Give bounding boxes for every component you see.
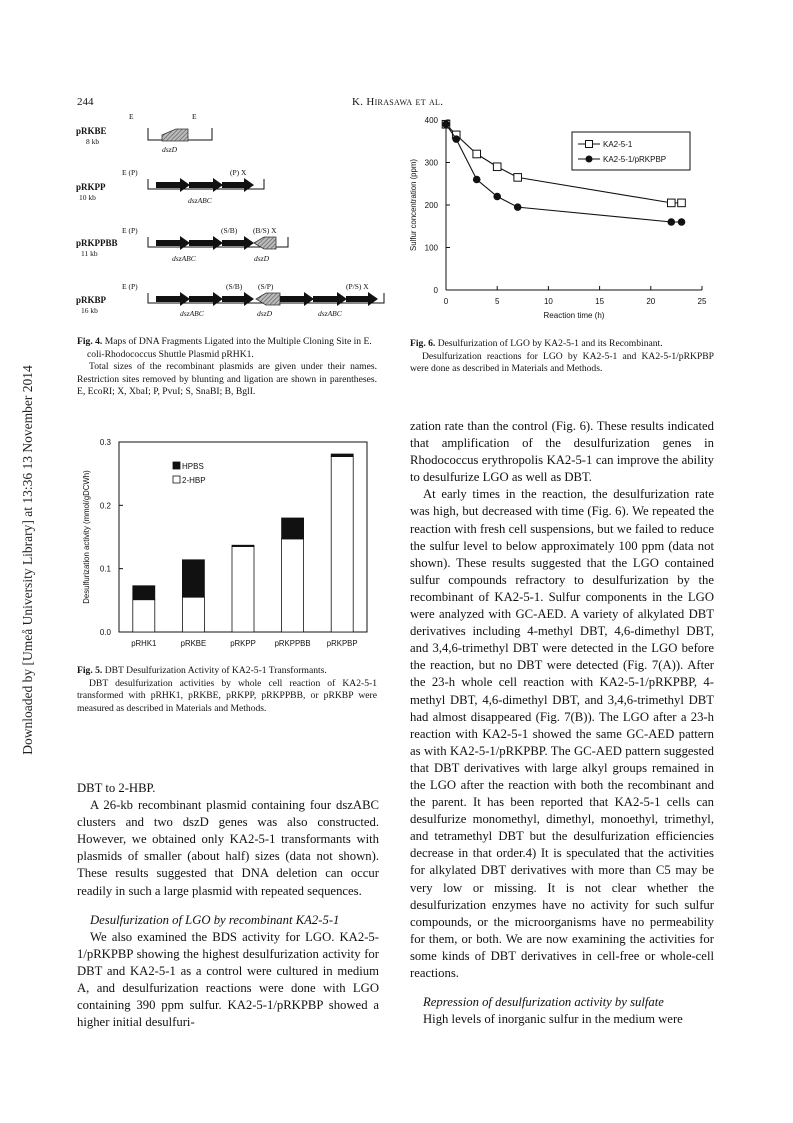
site-label: E (P) <box>122 282 138 291</box>
site-label: (B/S) X <box>253 226 277 235</box>
y-tick-label: 200 <box>424 201 438 210</box>
plasmid-size: 8 kb <box>86 137 100 146</box>
map-pRKBE <box>148 128 212 141</box>
data-point-circle <box>442 120 450 128</box>
caption-label: Fig. 4. <box>77 336 103 347</box>
plasmid-name: pRKPP <box>76 182 106 192</box>
gene-label: dszABC <box>172 254 196 263</box>
running-authors: K. Hirasawa et al. <box>352 96 444 108</box>
fig6-svg <box>404 114 724 330</box>
caption-label: Fig. 6. <box>410 338 436 349</box>
paragraph: We also examined the BDS activity for LGO. KA2-5-1/pRKPBP showing the highest desulfurization activity for DBT and KA2-5-1 as a control were cultured in medium A, and desulfurization reactions were done with LGO containing 390 ppm sulfur. KA2-5-1/pRKPBP showed a higher initial desulfuri- <box>77 929 379 1030</box>
x-tick-label: 25 <box>697 297 707 306</box>
gene-label: dszD <box>257 309 273 318</box>
fig4-svg <box>76 112 396 327</box>
fig4-caption <box>77 336 377 399</box>
legend-label: 2-HBP <box>182 476 206 485</box>
site-label: (P) X <box>230 168 247 177</box>
caption-label: Fig. 5. <box>77 665 103 676</box>
y-tick-label: 0.3 <box>99 438 111 447</box>
fig5-svg <box>77 432 397 650</box>
data-point-square <box>678 199 686 207</box>
data-point-square <box>667 199 675 207</box>
data-point-circle <box>493 193 501 201</box>
fig4-plasmid-maps <box>76 112 396 327</box>
legend-box <box>572 132 690 170</box>
y-tick-label: 0 <box>433 286 438 295</box>
data-point-circle <box>514 203 522 211</box>
paragraph: DBT to 2-HBP. <box>77 781 156 795</box>
legend-marker <box>586 156 593 163</box>
bar-HPBS <box>331 454 353 457</box>
paragraph: A 26-kb recombinant plasmid containing four dszABC clusters and two dszD genes was also constructed. However, we obtained only KA2-5-1 transformants with plasmids of smaller (about half) sizes (data not shown). These results suggested that DNA deletion can occur readily in such a large plasmid with repeated sequences. <box>77 798 379 898</box>
caption-title: Desulfurization of LGO by KA2-5-1 and its Recombinant. <box>437 338 663 349</box>
site-label: (S/P) <box>258 282 274 291</box>
plasmid-name: pRKBE <box>76 126 107 136</box>
paragraph: At early times in the reaction, the desulfurization rate was high, but decreased with time (Fig. 6). We repeated the reaction with fresh cell suspensions, but we failed to reduce the sulfur level to below approximately 100 ppm (data not shown). These results suggested that the LGO contained sulfur compounds refractory to desulfurization by the recombinant of KA2-5-1. Sulfur components in the LGO were analyzed with GC-AED. A variety of alkylated DBT derivatives including 4-methyl DBT, 4,6-dimethyl DBT, and 3,4,6-trimethyl DBT were detected in the LGO before the reaction, but no DBT were detected (Fig. 7(A)). After the 23-h whole cell reaction with KA2-5-1/pRKPBP, 4-methyl DBT, 4,6-dimethyl DBT, and 3,4,6-trimethyl DBT had almost disappeared (Fig. 7(B)). The LGO after a 23-h reaction with KA2-5-1 showed the same GC-AED pattern as with KA2-5-1/pRKPBP. The GC-AED pattern suggested that DBT derivatives with large alkyl groups remained in the LGO after the reaction with both the recombinant and the parent. It has been reported that KA2-5-1 cells can desulfurize monomethyl, dimethyl, monoethyl, trimethyl, and tetramethyl DBT but the desulfurization efficiencies decrease in that order.4) It is speculated that the activities for alkylated DBT derivatives with more than C5 may be very low or missing. It is not clear whether the desulfurization enzymes have no activity for such sulfur compounds, or the microorganisms have no permeability for them, or both. We are now examining the activities for some kinds of DBT derivatives in cell-free or whole-cell reactions. <box>410 487 714 980</box>
caption-text: Total sizes of the recombinant plasmids are given under their names. Restriction sites removed by blunting and ligation are shown in parentheses. E, EcoRI; X, XbaI; P, PvuI; S, SnaBI; B, BglI. <box>77 361 377 397</box>
bar-2-HBP <box>282 539 304 632</box>
caption-title: DBT Desulfurization Activity of KA2-5-1 Transformants. <box>104 665 327 676</box>
site-label: E (P) <box>122 226 138 235</box>
legend-label: KA2-5-1 <box>603 140 633 149</box>
bar-2-HBP <box>331 457 353 632</box>
y-tick-label: 0.0 <box>99 628 111 637</box>
data-point-square <box>473 150 481 158</box>
y-tick-label: 300 <box>424 158 438 168</box>
y-tick-label: 100 <box>424 243 438 253</box>
bar-2-HBP <box>232 547 254 633</box>
site-label: (S/B) <box>226 282 243 291</box>
section-heading: Desulfurization of LGO by recombinant KA2-5-1 <box>90 912 340 927</box>
download-watermark: Downloaded by [Umeå University Library] at 13:36 13 November 2014 <box>20 365 35 755</box>
bar-2-HBP <box>182 597 204 632</box>
map-pRKBP <box>148 292 384 306</box>
left-column-text <box>77 780 379 1031</box>
y-axis-label: Sulfur concentration (ppm) <box>409 159 418 251</box>
y-tick-label: 0.1 <box>99 564 111 574</box>
plasmid-name: pRKBP <box>76 295 107 305</box>
gene-label: dszABC <box>180 309 204 318</box>
x-axis-label: Reaction time (h) <box>543 311 605 320</box>
legend-swatch <box>173 476 180 483</box>
data-point-circle <box>473 176 481 184</box>
plasmid-size: 11 kb <box>81 249 98 258</box>
bar-2-HBP <box>133 600 155 632</box>
site-label: E <box>129 112 134 121</box>
site-label: (S/B) <box>221 226 238 235</box>
x-tick-label: pRKPBP <box>326 639 358 648</box>
plasmid-size: 10 kb <box>79 193 96 202</box>
bar-HPBS <box>133 586 155 600</box>
x-tick-label: pRKBE <box>180 639 207 648</box>
page-number: 244 <box>77 96 94 108</box>
map-pRKPPBB <box>148 236 288 250</box>
gene-label: dszD <box>254 254 270 263</box>
fig5-caption <box>77 665 377 715</box>
x-tick-label: 20 <box>646 297 656 306</box>
map-pRKPP <box>148 178 264 192</box>
site-label: E (P) <box>122 168 138 177</box>
x-tick-label: pRKPP <box>230 639 256 648</box>
gene-label: dszABC <box>188 196 212 205</box>
caption-text: DBT desulfurization activities by whole cell reaction of KA2-5-1 transformed with pRHK1, pRKBE, pRKPP, pRKPPBB, or pRKBP were measured as described in Materials and Methods. <box>77 677 377 714</box>
dszD-gene <box>162 129 188 141</box>
x-tick-label: 10 <box>543 297 553 306</box>
x-tick-label: 5 <box>494 297 500 306</box>
data-point-circle <box>667 218 675 226</box>
legend-marker <box>586 141 593 148</box>
y-tick-label: 400 <box>424 116 438 125</box>
y-axis-label: Desulfurization activity (mmol/gDCWh) <box>82 470 91 604</box>
section-heading: Repression of desulfurization activity by sulfate <box>423 995 664 1010</box>
gene-label: dszABC <box>318 309 342 318</box>
bar-HPBS <box>182 560 204 597</box>
fig6-chart <box>404 114 724 330</box>
paragraph: zation rate than the control (Fig. 6). These results indicated that amplification of the desulfurization genes in Rhodococcus erythropolis KA2-5-1 can improve the ability to desulfurize LGO as well as DBT. <box>410 419 714 485</box>
x-tick-label: 0 <box>443 297 449 306</box>
data-point-square <box>493 163 501 171</box>
legend-label: KA2-5-1/pRKPBP <box>603 155 667 164</box>
data-point-circle <box>678 218 686 226</box>
caption-text: Desulfurization reactions for LGO by KA2-5-1 and KA2-5-1/pRKPBP were done as described in Materials and Methods. <box>410 350 714 374</box>
fig6-caption <box>410 338 714 376</box>
plasmid-size: 16 kb <box>81 306 98 315</box>
bar-HPBS <box>232 545 254 546</box>
bar-HPBS <box>282 518 304 539</box>
caption-title: Maps of DNA Fragments Ligated into the Multiple Cloning Site in E. coli-Rhodococcus Shuttle Plasmid pRHK1. <box>87 336 372 360</box>
site-label: (P/S) X <box>346 282 369 291</box>
gene-label: dszD <box>162 145 178 154</box>
x-tick-label: pRHK1 <box>131 639 157 648</box>
legend-label: HPBS <box>182 462 204 471</box>
y-tick-label: 0.2 <box>99 501 111 511</box>
data-point-circle <box>452 135 460 143</box>
x-tick-label: pRKPPBB <box>274 639 311 648</box>
x-tick-label: 15 <box>595 297 605 306</box>
right-column-text <box>410 418 714 1028</box>
legend-swatch <box>173 462 180 469</box>
data-point-square <box>514 174 522 182</box>
site-label: E <box>192 112 197 121</box>
paragraph: High levels of inorganic sulfur in the medium were <box>423 1012 683 1027</box>
fig5-chart <box>77 432 397 650</box>
plasmid-name: pRKPPBB <box>76 238 118 248</box>
